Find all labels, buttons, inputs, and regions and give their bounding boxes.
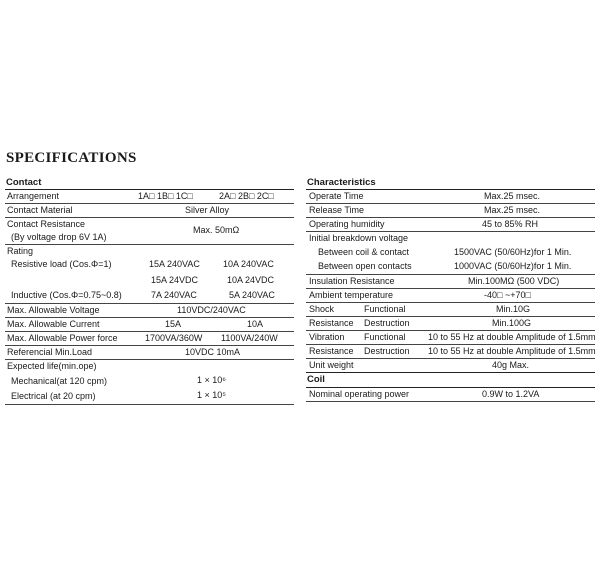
insulation-value: Min.100MΩ (500 VDC) (468, 276, 560, 287)
resistance-label: Contact Resistance (7, 219, 86, 230)
vibration-destruction-row (306, 345, 595, 359)
material-row (5, 204, 294, 218)
rating-r2b: 10A 24VDC (227, 275, 275, 286)
life-elec-label: Electrical (at 20 cpm) (11, 391, 96, 402)
insulation-row (306, 275, 595, 289)
coil-header: Coil (306, 372, 595, 387)
contact-header: Contact (5, 176, 294, 190)
weight-row (306, 359, 595, 372)
shock-destruction-row (306, 317, 595, 331)
life-row (5, 360, 294, 405)
power-label: Max. Allowable Power force (7, 333, 118, 344)
breakdown-label: Initial breakdown voltage (309, 233, 409, 244)
coil-power-row (306, 388, 595, 402)
breakdown-row (306, 232, 595, 275)
life-label: Expected life(min.ope) (7, 361, 97, 372)
current-b: 10A (247, 319, 264, 330)
shock-functional-row (306, 303, 595, 317)
resistance-label2: (By voltage drop 6V 1A) (11, 232, 107, 243)
shock-destruction-value: Min.100G (492, 318, 532, 329)
minload-row (5, 346, 294, 360)
humidity-label: Operating humidity (309, 219, 385, 230)
humidity-row (306, 218, 595, 232)
resistance-value: Max. 50mΩ (193, 225, 240, 236)
vibration-label: Vibration (309, 332, 345, 343)
minload-value: 10VDC 10mA (185, 347, 241, 358)
life-mech-label: Mechanical(at 120 cpm) (11, 376, 108, 387)
life-elec-value: 1 × 10⁵ (197, 390, 227, 401)
power-b: 1100VA/240W (221, 333, 278, 344)
material-value: Silver Alloy (185, 205, 230, 216)
current-label: Max. Allowable Current (7, 319, 100, 330)
voltage-value: 110VDC/240VAC (177, 305, 246, 316)
insulation-label: Insulation Resistance (309, 276, 395, 287)
current-a: 15A (165, 319, 182, 330)
shock-resistance-label: Resistance (309, 318, 354, 329)
ambient-row (306, 289, 595, 303)
arrangement-b: 2A□ 2B□ 2C□ (219, 191, 274, 202)
resistance-row (5, 218, 294, 245)
rating-row (5, 245, 294, 304)
vibration-functional-row (306, 331, 595, 345)
arrangement-label: Arrangement (7, 191, 60, 202)
vibration-functional: Functional (364, 332, 406, 343)
release-label: Release Time (309, 205, 365, 216)
arrangement-row (5, 190, 294, 204)
rating-label: Rating (7, 246, 34, 257)
release-value: Max.25 msec. (484, 205, 541, 216)
rating-r1a: 15A 240VAC (149, 259, 200, 270)
rating-r1b: 10A 240VAC (223, 259, 274, 270)
voltage-row (5, 304, 294, 318)
shock-functional-value: Min.10G (496, 304, 531, 315)
rating-r2a: 15A 24VDC (151, 275, 199, 286)
breakdown-open-value: 1000VAC (50/60Hz)for 1 Min. (454, 261, 572, 272)
shock-destruction: Destruction (364, 318, 410, 329)
coil-power-label: Nominal operating power (309, 388, 410, 399)
life-mech-value: 1 × 10⁶ (197, 375, 226, 386)
contact-table (5, 176, 294, 405)
breakdown-open-label: Between open contacts (318, 261, 412, 272)
operate-value: Max.25 msec. (484, 191, 541, 202)
characteristics-header: Characteristics (306, 176, 595, 190)
vibration-resistance-label: Resistance (309, 346, 354, 357)
ambient-label: Ambient temperature (309, 290, 394, 301)
vibration-destruction-value: 10 to 55 Hz at double Amplitude of 1.5mm (428, 346, 596, 357)
voltage-label: Max. Allowable Voltage (7, 305, 100, 316)
weight-label: Unit weight (309, 360, 354, 371)
power-row (5, 332, 294, 346)
humidity-value: 45 to 85% RH (482, 219, 539, 230)
breakdown-coil-label: Between coil & contact (318, 247, 410, 258)
resistive-label: Resistive load (Cos.Φ=1) (11, 259, 112, 270)
breakdown-coil-value: 1500VAC (50/60Hz)for 1 Min. (454, 247, 572, 258)
current-row (5, 318, 294, 332)
weight-value: 40g Max. (492, 360, 530, 371)
coil-power-value: 0.9W to 1.2VA (482, 388, 540, 399)
shock-functional: Functional (364, 304, 406, 315)
minload-label: Referencial Min.Load (7, 347, 93, 358)
ambient-value: -40□ ~+70□ (484, 290, 531, 301)
power-a: 1700VA/360W (145, 333, 203, 344)
rating-i1b: 5A 240VAC (229, 290, 275, 301)
operate-label: Operate Time (309, 191, 364, 202)
inductive-label: Inductive (Cos.Φ=0.75~0.8) (11, 290, 122, 301)
characteristics-table (306, 176, 595, 402)
arrangement-a: 1A□ 1B□ 1C□ (138, 191, 193, 202)
release-row (306, 204, 595, 218)
material-label: Contact Material (7, 205, 73, 216)
vibration-functional-value: 10 to 55 Hz at double Amplitude of 1.5mm (428, 332, 596, 343)
shock-label: Shock (309, 304, 335, 315)
rating-i1a: 7A 240VAC (151, 290, 197, 301)
operate-row (306, 190, 595, 204)
page-title: SPECIFICATIONS (6, 150, 137, 166)
vibration-destruction: Destruction (364, 346, 410, 357)
